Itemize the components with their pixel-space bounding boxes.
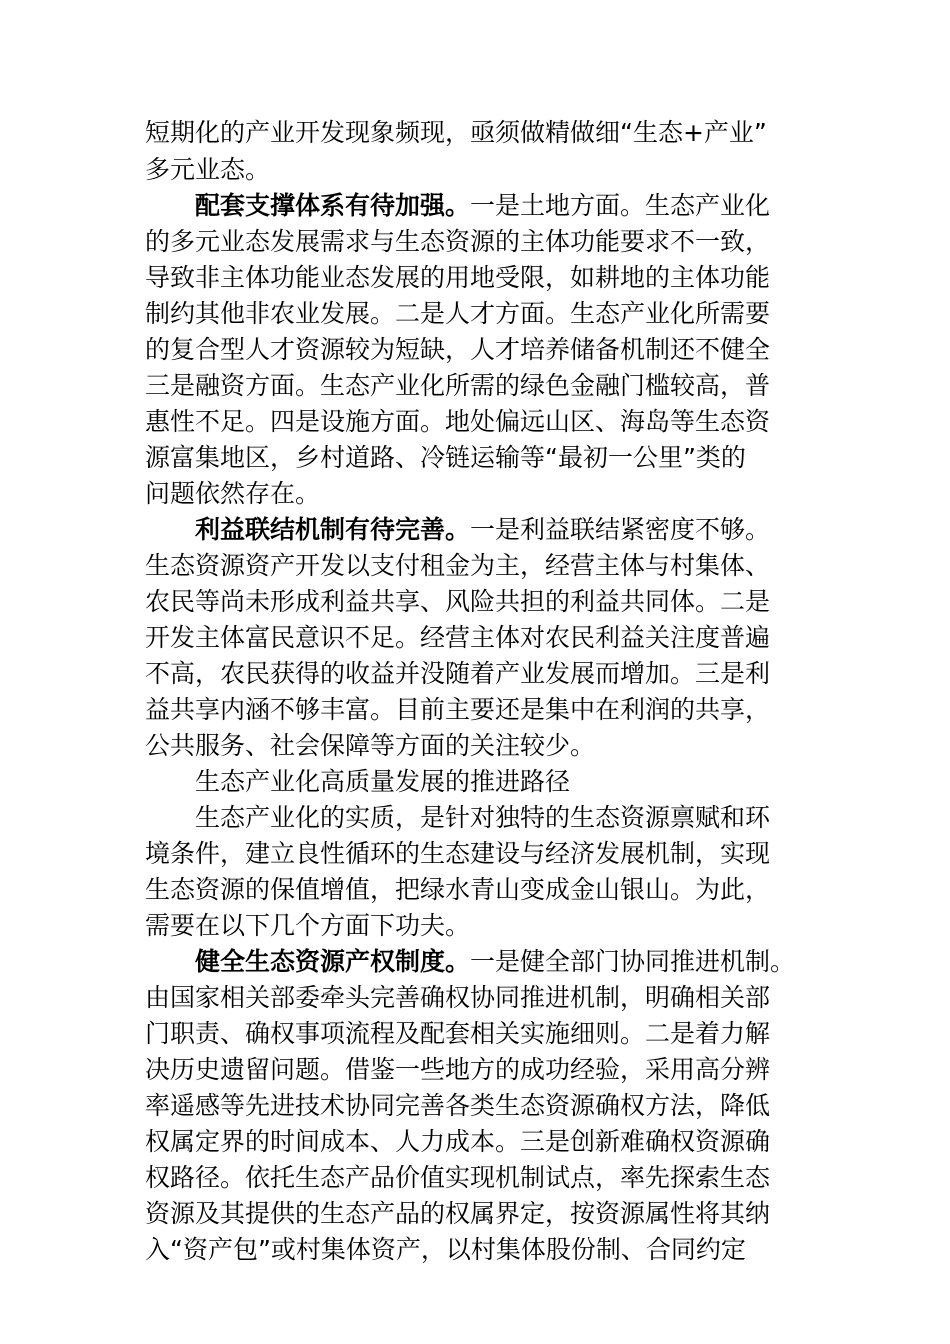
text-span: 一是土地方面。生态产业化 bbox=[470, 191, 771, 220]
text-line: 的多元业态发展需求与生态资源的主体功能要求不一致， bbox=[145, 227, 771, 256]
text-line: 决历史遗留问题。借鉴一些地方的成功经验，采用高分辨 bbox=[145, 1055, 771, 1084]
text-line: 生态产业化的实质，是针对独特的生态资源禀赋和环 bbox=[195, 803, 771, 832]
text-line: 生态资源的保值增值，把绿水青山变成金山银山。为此， bbox=[145, 875, 771, 904]
paragraph-first-line bbox=[195, 189, 825, 223]
subheading: 生态产业化高质量发展的推进路径 bbox=[195, 767, 571, 796]
section-heading: 配套支撑体系有待加强。 bbox=[195, 191, 471, 220]
text-line: 资源及其提供的生态产品的权属界定，按资源属性将其纳 bbox=[145, 1199, 771, 1228]
text-line: 的复合型人才资源较为短缺，人才培养储备机制还不健全 bbox=[145, 335, 771, 364]
text-line: 短期化的产业开发现象频现，亟须做精做细“生态+产业” bbox=[145, 118, 767, 147]
text-line: 多元业态。 bbox=[145, 155, 271, 184]
text-line: 惠性不足。四是设施方面。地处偏远山区、海岛等生态资 bbox=[145, 407, 771, 436]
text-line: 益共享内涵不够丰富。目前主要还是集中在利润的共享， bbox=[145, 695, 771, 724]
text-line: 不高，农民获得的收益并没随着产业发展而增加。三是利 bbox=[145, 659, 771, 688]
paragraph-first-line bbox=[195, 945, 825, 979]
text-line: 由国家相关部委牵头完善确权协同推进机制，明确相关部 bbox=[145, 983, 771, 1012]
text-line: 开发主体富民意识不足。经营主体对农民利益关注度普遍 bbox=[145, 623, 771, 652]
text-line: 需要在以下几个方面下功夫。 bbox=[145, 911, 471, 940]
text-line: 权路径。依托生态产品价值实现机制试点，率先探索生态 bbox=[145, 1163, 771, 1192]
text-line: 境条件，建立良性循环的生态建设与经济发展机制，实现 bbox=[145, 839, 771, 868]
section-heading: 利益联结机制有待完善。 bbox=[195, 515, 471, 544]
text-line: 入“资产包”或村集体资产，以村集体股份制、合同约定 bbox=[145, 1235, 746, 1264]
text-line: 门职责、确权事项流程及配套相关实施细则。二是着力解 bbox=[145, 1019, 771, 1048]
text-line: 生态资源资产开发以支付租金为主，经营主体与村集体、 bbox=[145, 551, 771, 580]
section-heading: 健全生态资源产权制度。 bbox=[195, 947, 471, 976]
text-line: 源富集地区，乡村道路、冷链运输等“最初一公里”类的 bbox=[145, 443, 746, 472]
text-line: 三是融资方面。生态产业化所需的绿色金融门槛较高，普 bbox=[145, 371, 771, 400]
text-span: 一是利益联结紧密度不够。 bbox=[470, 515, 771, 544]
text-line: 导致非主体功能业态发展的用地受限，如耕地的主体功能 bbox=[145, 263, 771, 292]
paragraph-first-line bbox=[195, 513, 825, 547]
text-span: 一是健全部门协同推进机制。 bbox=[470, 947, 796, 976]
text-line: 率遥感等先进技术协同完善各类生态资源确权方法，降低 bbox=[145, 1091, 771, 1120]
text-line: 问题依然存在。 bbox=[145, 479, 321, 508]
text-line: 权属定界的时间成本、人力成本。三是创新难确权资源确 bbox=[145, 1127, 771, 1156]
text-line: 农民等尚未形成利益共享、风险共担的利益共同体。二是 bbox=[145, 587, 771, 616]
text-line: 公共服务、社会保障等方面的关注较少。 bbox=[145, 731, 596, 760]
text-line: 制约其他非农业发展。二是人才方面。生态产业化所需要 bbox=[145, 299, 771, 328]
